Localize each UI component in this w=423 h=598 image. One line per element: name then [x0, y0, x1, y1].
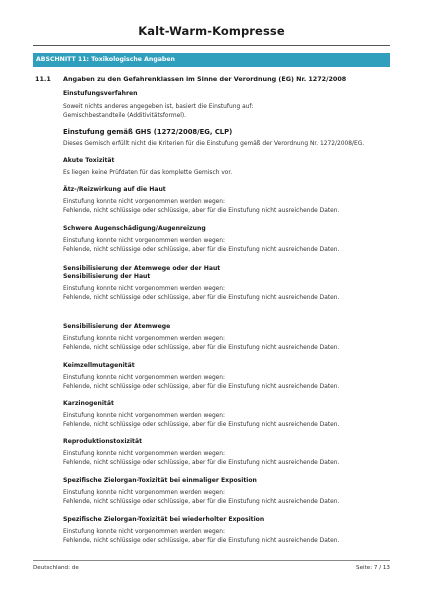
footer-page-number: Seite: 7 / 13: [356, 565, 390, 571]
block-line: Fehlende, nicht schlüssige oder schlüssige, aber für die Einstufung nicht ausreichende Daten.: [63, 295, 340, 301]
block-sensibilisierung-atemwege: [63, 323, 393, 353]
block-heading: Einstufungsverfahren: [63, 90, 138, 97]
block-line: Fehlende, nicht schlüssige oder schlüssige, aber für die Einstufung nicht ausreichende Daten.: [63, 460, 340, 466]
block-einstufungsverfahren: [63, 90, 393, 121]
block-line: Es liegen keine Prüfdaten für das komplette Gemisch vor.: [63, 170, 233, 176]
block-line: Gemischbestandteile (Additivitätsformel).: [63, 113, 187, 119]
block-heading: Akute Toxizität: [63, 157, 115, 164]
block-line: Fehlende, nicht schlüssige oder schlüssige, aber für die Einstufung nicht ausreichende Daten.: [63, 345, 340, 351]
block-karzinogenitaet: [63, 400, 393, 430]
block-stot-einmalig: [63, 477, 393, 507]
block-heading: Einstufung gemäß GHS (1272/2008/EG, CLP): [63, 128, 233, 136]
block-line: Einstufung konnte nicht vorgenommen werden wegen:: [63, 375, 226, 381]
block-line: Einstufung konnte nicht vorgenommen werden wegen:: [63, 413, 226, 419]
block-stot-wiederholt: [63, 516, 393, 546]
title-rule: [33, 45, 390, 46]
block-line: Fehlende, nicht schlüssige oder schlüssige, aber für die Einstufung nicht ausreichende Daten.: [63, 538, 340, 544]
block-line: Einstufung konnte nicht vorgenommen werden wegen:: [63, 286, 226, 292]
block-augenschaedigung: [63, 225, 393, 255]
block-subheading: Sensibilisierung der Haut: [63, 273, 151, 280]
block-line: Dieses Gemisch erfüllt nicht die Kriterien für die Einstufung gemäß der Verordnung Nr. 1272/2008/EG.: [63, 141, 365, 147]
block-line: Fehlende, nicht schlüssige oder schlüssige, aber für die Einstufung nicht ausreichende Daten.: [63, 422, 340, 428]
block-line: Einstufung konnte nicht vorgenommen werden wegen:: [63, 238, 226, 244]
document-title: Kalt-Warm-Kompresse: [138, 24, 285, 38]
block-heading: Karzinogenität: [63, 400, 114, 407]
block-keimzellmutagenitaet: [63, 362, 393, 392]
block-aetz-reizwirkung: [63, 186, 393, 216]
footer-country: Deutschland: de: [33, 565, 79, 571]
block-akute-toxizitaet: [63, 157, 393, 178]
block-heading: Sensibilisierung der Atemwege oder der Haut: [63, 265, 221, 272]
block-line: Einstufung konnte nicht vorgenommen werden wegen:: [63, 529, 226, 535]
block-line: Einstufung konnte nicht vorgenommen werden wegen:: [63, 490, 226, 496]
block-sensibilisierung-atemwege-haut: [63, 265, 393, 303]
block-line: Fehlende, nicht schlüssige oder schlüssige, aber für die Einstufung nicht ausreichende Daten.: [63, 208, 340, 214]
block-reproduktionstoxizitaet: [63, 438, 393, 468]
block-line: Soweit nichts anderes angegeben ist, basiert die Einstufung auf:: [63, 104, 254, 110]
block-line: Fehlende, nicht schlüssige oder schlüssige, aber für die Einstufung nicht ausreichende Daten.: [63, 247, 340, 253]
block-line: Einstufung konnte nicht vorgenommen werden wegen:: [63, 451, 226, 457]
block-line: Fehlende, nicht schlüssige oder schlüssige, aber für die Einstufung nicht ausreichende Daten.: [63, 499, 340, 505]
section-bar: ABSCHNITT 11: Toxikologische Angaben: [33, 53, 390, 67]
block-heading: Spezifische Zielorgan-Toxizität bei wiederholter Exposition: [63, 516, 265, 523]
block-line: Fehlende, nicht schlüssige oder schlüssige, aber für die Einstufung nicht ausreichende Daten.: [63, 384, 340, 390]
block-heading: Schwere Augenschädigung/Augenreizung: [63, 225, 206, 232]
block-heading: Ätz-/Reizwirkung auf die Haut: [63, 186, 166, 193]
block-line: Einstufung konnte nicht vorgenommen werden wegen:: [63, 199, 226, 205]
subsection-title: Angaben zu den Gefahrenklassen im Sinne der Verordnung (EG) Nr. 1272/2008: [63, 75, 347, 83]
block-heading: Sensibilisierung der Atemwege: [63, 323, 171, 330]
block-line: Einstufung konnte nicht vorgenommen werden wegen:: [63, 336, 226, 342]
footer-rule: [33, 560, 390, 561]
block-heading: Keimzellmutagenität: [63, 362, 135, 369]
block-heading: Spezifische Zielorgan-Toxizität bei einmaliger Exposition: [63, 477, 257, 484]
subsection-number: 11.1: [35, 75, 51, 83]
block-einstufung-ghs: [63, 128, 393, 149]
block-heading: Reproduktionstoxizität: [63, 438, 142, 445]
